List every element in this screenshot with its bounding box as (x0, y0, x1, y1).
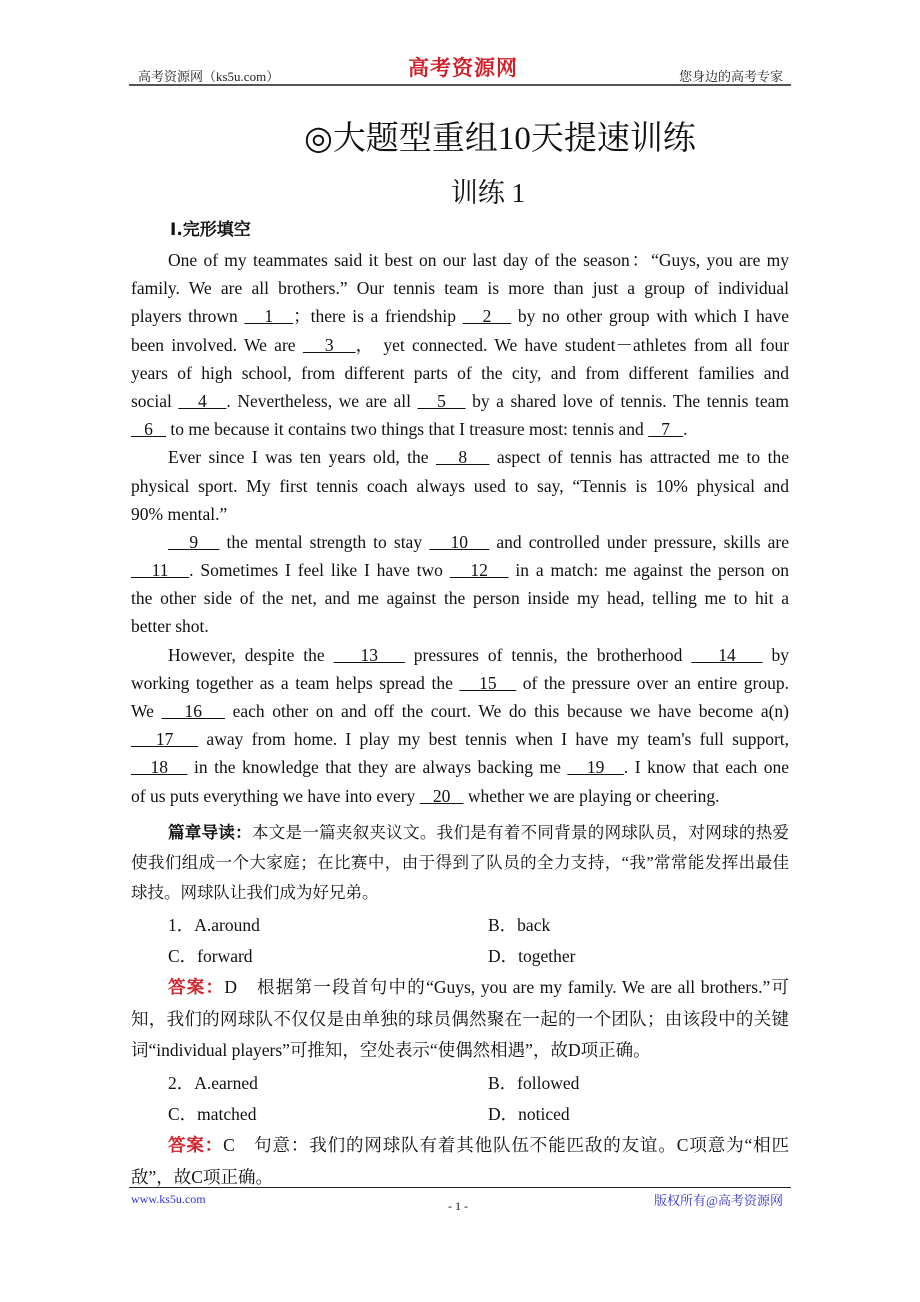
passage-text: ；there is a friendship (293, 306, 463, 327)
option: D．together (488, 945, 576, 966)
option: D．noticed (488, 1103, 570, 1124)
line-text (131, 697, 789, 725)
line-text (131, 274, 789, 302)
passage-line (131, 528, 789, 556)
passage-line (131, 443, 789, 471)
passage-text: been involved. We are (131, 334, 303, 355)
passage-text: away from home. I play my best tennis when I have my team's full support, (198, 729, 790, 750)
answer-label: 答案： (168, 977, 225, 998)
passage-text: social (131, 390, 179, 411)
line-text (131, 387, 789, 415)
passage-line (131, 415, 789, 443)
passage-line (131, 697, 789, 725)
passage-text: in a match: me against the person on (508, 560, 790, 581)
option: 1．A.around (168, 914, 260, 935)
passage-text: However, despite the (168, 644, 334, 665)
passage-text: in the knowledge that they are always backing me (187, 757, 568, 778)
line-text (131, 500, 789, 528)
passage-text: working together as a team helps spread the (131, 672, 460, 693)
cloze-blank: 13 (360, 644, 378, 665)
line-text (131, 782, 789, 810)
passage-line (131, 753, 789, 781)
header-slogan: 您身边的高考专家 (678, 69, 783, 84)
cloze-blank: 15 (479, 672, 497, 693)
header-divider (129, 84, 791, 86)
passage-text: each other on and off the court. We do this because we have become a(n) (224, 701, 790, 721)
cloze-blank: 1 (264, 306, 274, 327)
passage-line (131, 782, 789, 810)
answer-text: C 句意：我们的网球队有着其他队伍不能匹敌的友谊。C项意为“相匹敌”，故C项正确。 (131, 1134, 789, 1187)
passage-text: the mental strength to stay (219, 531, 430, 552)
page-title: ◎大题型重组10天提速训练 (304, 121, 696, 157)
passage-text: to me because it contains two things that I treasure most: tennis and (166, 419, 649, 440)
document-body (131, 246, 789, 1193)
passage-line (131, 669, 789, 697)
passage-text: family. We are all brothers.” Our tennis team is more than just a group of individual (131, 278, 789, 299)
passage-text: . (683, 419, 688, 440)
footer-divider (129, 1187, 791, 1188)
passage-line (131, 246, 789, 274)
question-options (131, 1068, 789, 1130)
passage-text: Ever since I was ten years old, the (168, 447, 436, 468)
passage-line (131, 641, 789, 669)
line-text (131, 331, 789, 359)
cloze-blank: 20 (432, 785, 451, 806)
line-text (131, 753, 789, 781)
answer-explanation (131, 1130, 789, 1193)
passage-guide (131, 818, 789, 908)
passage-line (131, 274, 789, 302)
passage-text: whether we are playing or cheering. (463, 785, 720, 806)
cloze-blank: 5 (437, 390, 446, 411)
passage-text: by no other group with which I have (511, 306, 790, 327)
cloze-blank: 4 (198, 390, 207, 411)
option: C．matched (168, 1103, 257, 1124)
passage-text: . I know that each one (623, 757, 790, 778)
cloze-blank: 19 (586, 757, 605, 778)
passage-text: pressures of tennis, the brotherhood (404, 644, 692, 665)
passage-line (131, 302, 789, 330)
cloze-blank: 7 (661, 419, 670, 440)
passage-line (131, 472, 789, 500)
option: C．forward (168, 945, 253, 966)
passage-text: One of my teammates said it best on our last day of the season：“Guys, you are my (168, 250, 789, 270)
option: B．followed (488, 1072, 580, 1093)
cloze-blank: 12 (470, 560, 488, 581)
footer-link[interactable]: www.ks5u.com (131, 1192, 206, 1206)
option: B．back (488, 914, 551, 935)
answer-explanation (131, 972, 789, 1066)
cloze-blank: 9 (189, 531, 199, 552)
line-text (131, 302, 789, 330)
answer-text: D 根据第一段首句中的“Guys, you are my family. We are all brothers.”可知，我们的网球队不仅仅是由单独的球员偶然聚在一起的一个团队；由该段中的关键词“individual players”可推知，空处表示“使偶然相遇”，故D项正确。 (131, 976, 789, 1060)
line-text (131, 725, 789, 753)
passage-text: . Sometimes I feel like I have two (189, 560, 450, 581)
line-text (131, 612, 789, 640)
passage-line (131, 612, 789, 640)
guide-text: 本文是一篇夹叙夹议文。我们是有着不同背景的网球队员，对网球的热爱使我们组成一个大家庭；在比赛中，由于得到了队员的全力支持，“我”常常能发挥出最佳球技。网球队让我们成为好兄弟。 (131, 822, 790, 902)
passage-text: aspect of tennis has attracted me to the (489, 447, 789, 468)
cloze-blank: 14 (718, 644, 736, 665)
cloze-blank: 17 (155, 729, 174, 750)
question-options (131, 910, 789, 972)
cloze-blank: 11 (151, 560, 169, 581)
option: 2．A.earned (168, 1072, 258, 1093)
passage-text: ， yet connected. We have student－athletes from all four (355, 334, 790, 355)
passage-text: of the pressure over an entire group. (516, 672, 790, 693)
passage-text: the other side of the net, and me against the person inside my head, telling me to hit a (131, 588, 789, 609)
passage-text: of us puts everything we have into every (131, 785, 420, 806)
passage-line (131, 725, 789, 753)
page-number: - 1 - (448, 1199, 468, 1213)
question-list (131, 910, 789, 1193)
answer-label: 答案： (168, 1135, 224, 1156)
passage-line (131, 584, 789, 612)
passage-text: 90% mental.” (131, 503, 228, 524)
footer-copyright: 版权所有@高考资源网 (654, 1193, 783, 1208)
line-text (131, 556, 789, 584)
line-text (131, 669, 789, 697)
passage-text: . Nevertheless, we are all (226, 390, 418, 411)
line-text (131, 528, 789, 556)
passage-text: We (131, 701, 162, 721)
cloze-blank: 2 (482, 306, 492, 327)
cloze-blank: 10 (450, 531, 468, 552)
line-text (131, 359, 789, 387)
passage-line (131, 500, 789, 528)
passage-line (131, 359, 789, 387)
line-text (131, 472, 789, 500)
passage-text: better shot. (131, 616, 209, 637)
passage-text: by (762, 644, 790, 665)
section-heading: Ⅰ.完形填空 (170, 220, 251, 240)
cloze-blank: 18 (150, 757, 168, 778)
guide-label: 篇章导读： (168, 822, 252, 842)
cloze-blank: 16 (184, 701, 202, 721)
passage-line (131, 387, 789, 415)
passage-text: and controlled under pressure, skills are (489, 531, 789, 552)
cloze-blank: 3 (324, 334, 334, 355)
page-subtitle: 训练 1 (450, 178, 526, 208)
passage-line (131, 331, 789, 359)
passage-line (131, 556, 789, 584)
line-text (131, 443, 789, 471)
passage-text: years of high school, from different parts of the city, and from different families and (131, 362, 789, 383)
header-site-name: 高考资源网（ks5u.com） (138, 69, 280, 84)
watermark-stamp (705, 838, 765, 868)
line-text (131, 415, 789, 443)
cloze-blank: 8 (458, 447, 468, 468)
cloze-blank: 6 (144, 419, 153, 440)
cloze-passage (131, 246, 789, 810)
passage-text: players thrown (131, 306, 245, 327)
line-text (131, 641, 789, 669)
line-text (131, 584, 789, 612)
line-text (131, 246, 789, 274)
passage-text: physical sport. My first tennis coach always used to say, “Tennis is 10% physical and (131, 475, 789, 496)
passage-text: by a shared love of tennis. The tennis team (465, 390, 790, 411)
header-logo: 高考资源网 (408, 55, 518, 80)
